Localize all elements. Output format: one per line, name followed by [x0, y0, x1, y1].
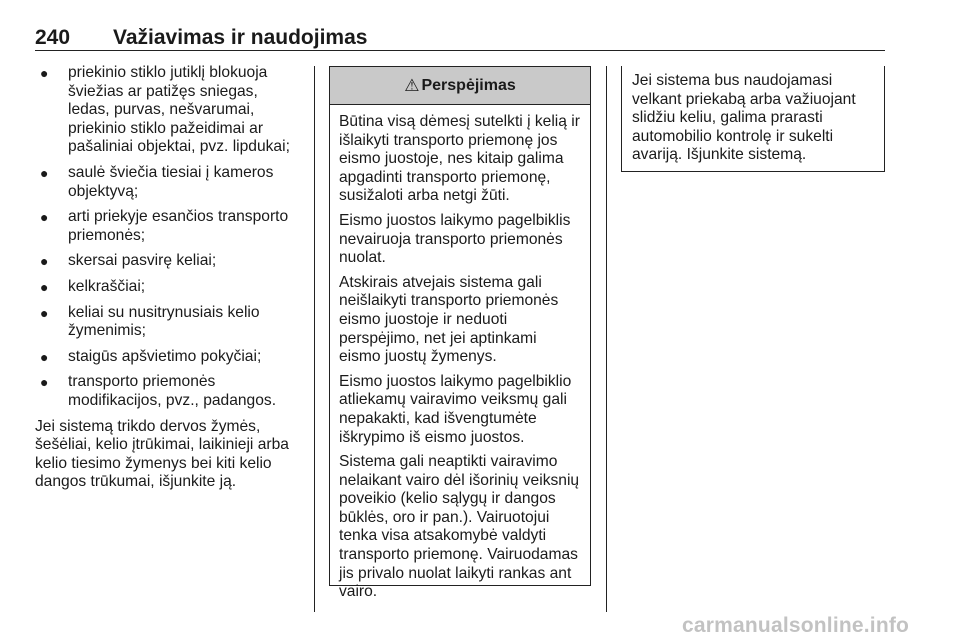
watermark: carmanualsonline.info: [682, 614, 910, 637]
list-item: ● transporto priemonės modifikacijos, pvz., padangos.: [40, 373, 277, 409]
bullet-icon: ●: [40, 164, 49, 181]
list-item: ● priekinio stiklo jutiklį blokuoja šviežias ar patižęs sniegas, ledas, purvas, nešvarumai, priekinio stiklo pažeidimai ar pašaliniai objektai, pvz. lipdukai;: [40, 64, 290, 156]
condition-list: [35, 64, 300, 411]
column-divider: [606, 66, 607, 612]
warning-continued-text: Jei sistema bus naudojamasi velkant priekabą arba važiuojant slidžiu keliu, galima prarasti automobilio kontrolę ir sukelti avariją. Išjunkite sistemą.: [632, 72, 856, 164]
bullet-icon: ●: [40, 278, 49, 295]
list-item: ● arti priekyje esančios transporto priemonės;: [40, 208, 289, 244]
bullet-icon: ●: [40, 65, 49, 81]
body-paragraph: Jei sistemą trikdo dervos žymės, šešėliai, kelio įtrūkimai, laikinieji arba kelio tiesimo žymenys bei kiti kelio dangos trūkumai, išjunkite ją.: [35, 417, 289, 491]
list-item: ● saulė šviečia tiesiai į kameros objektyvą;: [40, 163, 274, 200]
warning-box: [329, 66, 591, 601]
page-title: Važiavimas ir naudojimas: [113, 26, 368, 49]
warning-body: [330, 105, 590, 602]
bullet-icon: ●: [40, 348, 49, 365]
warning-paragraph: Sistema gali neaptikti vairavimo nelaikant vairo dėl išorinių veiksnių poveikio (kelio sąlygų ir dangos būklės, oro ir pan.). Vairuotojui tenka visa atsakomybė valdyti transporto priemonę. Vairuodamas jis privalo nuolat laikyti rankas ant vairo.: [339, 453, 580, 601]
list-item: ● keliai su nusitrynusiais kelio žymenimis;: [40, 303, 260, 340]
page-number: 240: [35, 26, 71, 49]
warning-triangle-icon: ⚠: [404, 75, 420, 95]
bullet-icon: ●: [40, 304, 49, 321]
list-item: ● skersai pasvirę keliai;: [40, 252, 217, 270]
warning-paragraph: Atskirais atvejais sistema gali neišlaikyti transporto priemonės eismo juostoje ir neduoti perspėjimo, net jei aptinkami eismo juostų žymenys.: [339, 273, 559, 366]
page-header: [35, 24, 885, 51]
warning-header: [330, 67, 590, 105]
bullet-icon: ●: [40, 374, 49, 391]
bullet-icon: ●: [40, 209, 49, 226]
bullet-icon: ●: [40, 253, 49, 270]
warning-paragraph: Eismo juostos laikymo pagelbiklis nevairuoja transporto priemonės nuolat.: [339, 211, 571, 267]
warning-continued-box: [621, 66, 885, 172]
list-item: ● kelkraščiai;: [40, 277, 146, 295]
warning-title: Perspėjimas: [421, 76, 516, 94]
warning-paragraph: Eismo juostos laikymo pagelbiklio atliekamų vairavimo veiksmų gali nepakakti, kad išvengtumėte iškrypimo iš eismo juostos.: [339, 372, 572, 446]
warning-paragraph: Būtina visą dėmesį sutelkti į kelią ir išlaikyti transporto priemonę jos eismo juostoje, nes kitaip galima apgadinti transporto priemonę, susižaloti arba netgi žūti.: [339, 113, 580, 205]
left-column: [35, 64, 300, 492]
list-item: ● staigūs apšvietimo pokyčiai;: [40, 347, 262, 365]
column-divider: [314, 66, 315, 612]
